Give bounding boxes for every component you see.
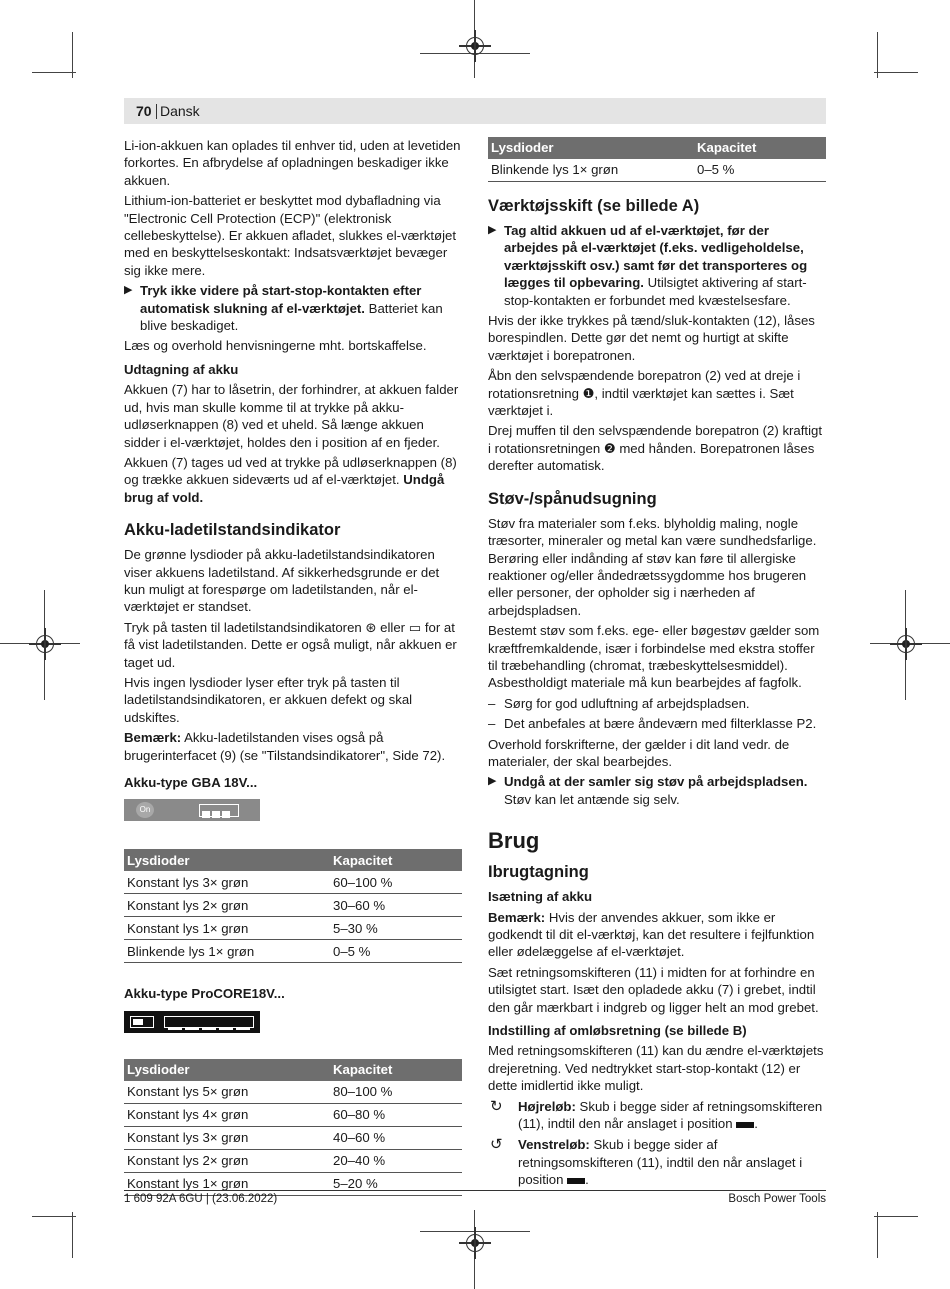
capacity-table-procore bbox=[124, 1059, 462, 1196]
gba-indicator-illustration bbox=[124, 799, 260, 821]
list-item-text: Det anbefales at bære åndeværn med filterklasse P2. bbox=[504, 716, 817, 732]
note-label: Bemærk: bbox=[124, 730, 182, 746]
warning-bullet bbox=[488, 222, 826, 309]
section-heading: Støv-/spånudsugning bbox=[488, 489, 657, 508]
table-row bbox=[124, 1149, 462, 1172]
crop-mark bbox=[874, 1216, 918, 1217]
section-heading: Ibrugtagning bbox=[488, 863, 589, 882]
table-row bbox=[124, 917, 462, 940]
table-cell: 60–80 % bbox=[330, 1103, 462, 1126]
crop-mark bbox=[877, 1212, 878, 1258]
chapter-heading: Brug bbox=[488, 828, 540, 854]
table-cell: 60–100 % bbox=[330, 871, 462, 894]
battery-button-icon bbox=[130, 1016, 154, 1028]
list-item: – Det anbefales at bære åndeværn med filterklasse P2. bbox=[488, 716, 817, 732]
page-number: 70 bbox=[136, 103, 152, 119]
table-row bbox=[488, 159, 826, 182]
document-code: 1 609 92A 6GU | (23.06.2022) bbox=[124, 1193, 278, 1205]
crop-mark bbox=[32, 72, 76, 73]
rotation-left-item: ↺ Venstreløb: Skub i begge sider af retningsomskifteren (11), indtil den når anslaget i position . bbox=[490, 1136, 803, 1188]
battery-level-icon bbox=[199, 804, 239, 817]
brand-name: Bosch Power Tools bbox=[728, 1193, 826, 1205]
table-cell: 40–60 % bbox=[330, 1126, 462, 1149]
paragraph: Læs og overhold henvisningerne mht. bortskaffelse. bbox=[124, 338, 427, 354]
crop-mark bbox=[72, 1212, 73, 1258]
table-header: Kapacitet bbox=[330, 849, 462, 871]
bullet-bold-text: Tryk ikke videre på start-stop-kontakten efter automatisk slukning af el-værktøjet. bbox=[140, 283, 422, 316]
warning-bullet bbox=[124, 282, 462, 334]
section-heading: Udtagning af akku bbox=[124, 361, 239, 377]
section-heading: Værktøjsskift (se billede A) bbox=[488, 197, 700, 215]
table-cell: Konstant lys 5× grøn bbox=[124, 1081, 330, 1104]
note-text: Akku-ladetilstanden vises også på brugerinterfacet (9) (se "Tilstandsindikatorer", Side 72). bbox=[124, 730, 446, 763]
paragraph: Overhold forskrifterne, der gælder i dit land vedr. de materialer, der skal bearbejdes. bbox=[488, 736, 790, 769]
table-row bbox=[124, 940, 462, 963]
warning-bullet bbox=[488, 773, 826, 808]
paragraph: Sæt retningsomskifteren (11) i midten for at forhindre en utilsigtet start. Isæt den opladede akku (7) i grebet, indtil den går mærkbart i indgreb og ligger helt an mod grebet. bbox=[488, 964, 819, 1015]
left-column bbox=[124, 137, 462, 1196]
battery-level-icon bbox=[164, 1016, 254, 1028]
table-cell: Konstant lys 3× grøn bbox=[124, 1126, 330, 1149]
header-divider bbox=[156, 104, 157, 119]
procore-indicator-illustration bbox=[124, 1011, 260, 1033]
table-row bbox=[124, 1103, 462, 1126]
table-cell: Konstant lys 4× grøn bbox=[124, 1103, 330, 1126]
table-row bbox=[124, 871, 462, 894]
note bbox=[124, 729, 462, 764]
page-footer bbox=[124, 1190, 826, 1205]
rotation-label: Højreløb: bbox=[518, 1098, 576, 1114]
triangle-bullet-icon: ▶ bbox=[124, 284, 133, 297]
table-row bbox=[124, 894, 462, 917]
bullet-text: Støv kan let antænde sig selv. bbox=[504, 791, 680, 807]
table-cell: Konstant lys 1× grøn bbox=[124, 1172, 330, 1195]
registration-mark-icon bbox=[466, 37, 484, 55]
table-cell: 0–5 % bbox=[694, 159, 826, 182]
table-header: Lysdioder bbox=[124, 849, 330, 871]
paragraph: Bestemt støv som f.eks. ege- eller bøgestøv gælder som kræftfremkaldende, især i forbindelse med ekstra stoffer til træbehandling (chromat, træbeskyttelsesmiddel). Asbestholdigt materiale må kun bearbejdes af fagfolk. bbox=[488, 623, 820, 691]
table-cell: Konstant lys 2× grøn bbox=[124, 894, 330, 917]
table-header: Kapacitet bbox=[694, 137, 826, 159]
table-header: Lysdioder bbox=[488, 137, 694, 159]
registration-mark-icon bbox=[466, 1234, 484, 1252]
capacity-table-continued bbox=[488, 137, 826, 182]
rotation-label: Venstreløb: bbox=[518, 1137, 590, 1153]
triangle-bullet-icon: ▶ bbox=[488, 775, 497, 788]
page-header bbox=[124, 98, 826, 124]
table-cell: Blinkende lys 1× grøn bbox=[488, 159, 694, 182]
clockwise-rotation-icon: ↻ bbox=[490, 1097, 503, 1115]
table-header: Lysdioder bbox=[124, 1059, 330, 1081]
table-cell: 5–20 % bbox=[330, 1172, 462, 1195]
subsection-heading: Indstilling af omløbsretning (se billede B) bbox=[488, 1023, 747, 1039]
paragraph: Akkuen (7) har to låsetrin, der forhindrer, at akkuen falder ud, hvis man skulle komme til at trykke på akku-udløserknappen (8) ved et uheld. Så længe akkuen sidder i el-værktøjet, holdes den i position af en fjeder. bbox=[124, 382, 459, 450]
crop-mark bbox=[874, 72, 918, 73]
right-column bbox=[488, 137, 826, 1193]
crop-mark bbox=[32, 1216, 76, 1217]
table-cell: Konstant lys 1× grøn bbox=[124, 917, 330, 940]
table-header: Kapacitet bbox=[330, 1059, 462, 1081]
paragraph bbox=[124, 454, 462, 506]
paragraph: Åbn den selvspændende borepatron (2) ved at dreje i rotationsretning ❶, indtil værktøjet kan sættes i. Sæt værktøjet i. bbox=[488, 368, 801, 419]
note bbox=[488, 909, 826, 961]
list-item-text: Sørg for god udluftning af arbejdspladsen. bbox=[504, 695, 750, 711]
list-item: – Sørg for god udluftning af arbejdspladsen. bbox=[488, 695, 750, 711]
bullet-text: Utilsigtet aktivering af start-stop-kontakten er forbundet med kvæstelsesfare. bbox=[504, 275, 807, 308]
paragraph-bold-text: Undgå brug af vold. bbox=[124, 472, 445, 505]
counterclockwise-rotation-icon: ↺ bbox=[490, 1136, 503, 1154]
paragraph: Li-ion-akkuen kan oplades til enhver tid, uden at levetiden forkortes. En afbrydelse af opladningen beskadiger ikke akkuen. bbox=[124, 138, 461, 188]
arrow-left-icon bbox=[736, 1122, 754, 1128]
subsection-heading: Isætning af akku bbox=[488, 889, 593, 905]
bullet-bold-text: Undgå at der samler sig støv på arbejdspladsen. bbox=[504, 774, 808, 790]
table-row bbox=[124, 1172, 462, 1195]
bullet-text: Batteriet kan blive beskadiget. bbox=[140, 300, 443, 334]
paragraph: Hvis ingen lysdioder lyser efter tryk på tasten til ladetilstandsindikatoren, er akkuen defekt og skal udskiftes. bbox=[124, 674, 413, 725]
battery-type-heading: Akku-type GBA 18V... bbox=[124, 775, 258, 790]
paragraph: Med retningsomskifteren (11) kan du ændre el-værktøjets drejeretning. Ved nedtrykket start-stop-kontakt (12) er dette imidlertid ikke muligt. bbox=[488, 1043, 824, 1094]
table-cell: Konstant lys 2× grøn bbox=[124, 1149, 330, 1172]
table-cell: Blinkende lys 1× grøn bbox=[124, 940, 330, 963]
page-language: Dansk bbox=[160, 103, 200, 119]
registration-mark-icon bbox=[897, 635, 915, 653]
registration-mark-icon bbox=[36, 635, 54, 653]
rotation-text: Skub i begge sider af retningsomskifteren (11), indtil den når anslaget i position bbox=[518, 1137, 803, 1188]
arrow-right-icon bbox=[567, 1178, 585, 1184]
paragraph: Drej muffen til den selvspændende borepatron (2) kraftigt i rotationsretningen ❷ med hånden. Borepatronen låses derefter automatisk. bbox=[488, 423, 823, 474]
paragraph: Støv fra materialer som f.eks. blyholdig maling, nogle træsorter, mineraler og metal kan være sundhedsfarlige. Berøring eller indånding af støv kan føre til allergiske reaktioner og/eller åndedrætssygdomme hos brugeren eller personer, der opholder sig i nærheden af arbejdspladsen. bbox=[488, 515, 817, 618]
table-cell: 80–100 % bbox=[330, 1081, 462, 1104]
paragraph: Lithium-ion-batteriet er beskyttet mod dybafladning via "Electronic Cell Protection (ECP)" (elektronisk cellebeskyttelse). Er akkuen afladet, slukkes el-værktøjet med en beskyttelseskontakt: Indsatsværktøjet bevæger sig ikke mere. bbox=[124, 193, 457, 278]
on-button-icon: On bbox=[136, 802, 154, 818]
table-cell: Konstant lys 3× grøn bbox=[124, 871, 330, 894]
table-cell: 5–30 % bbox=[330, 917, 462, 940]
table-cell: 0–5 % bbox=[330, 940, 462, 963]
paragraph-text: Akkuen (7) tages ud ved at trykke på udløserknappen (8) og trække akkuen sideværts ud af el-værktøjet. bbox=[124, 454, 457, 488]
table-cell: 30–60 % bbox=[330, 894, 462, 917]
battery-type-heading: Akku-type ProCORE18V... bbox=[124, 986, 285, 1002]
section-heading: Akku-ladetilstandsindikator bbox=[124, 521, 341, 540]
paragraph: Tryk på tasten til ladetilstandsindikatoren ⊛ eller ▭ for at få vist ladetilstanden. Dette er også muligt, når akkuen er taget ud. bbox=[124, 619, 457, 670]
table-cell: 20–40 % bbox=[330, 1149, 462, 1172]
table-row bbox=[124, 1081, 462, 1104]
bullet-bold-text: Tag altid akkuen ud af el-værktøjet, før der arbejdes på el-værktøjet (f.eks. vedligeholdelse, værktøjsskift osv.) samt før det transporteres og lægges til opbevaring. bbox=[504, 223, 808, 291]
rotation-right-item: ↻ Højreløb: Skub i begge sider af retningsomskifteren (11), indtil den når anslaget i position . bbox=[490, 1097, 823, 1132]
triangle-bullet-icon: ▶ bbox=[488, 224, 497, 236]
table-row bbox=[124, 1126, 462, 1149]
paragraph: Hvis der ikke trykkes på tænd/sluk-kontakten (12), låses borespindlen. Dette gør det nemt og hurtigt at skifte værktøjet i borepatronen. bbox=[488, 313, 815, 363]
capacity-table-gba bbox=[124, 849, 462, 963]
note-label: Bemærk: bbox=[488, 909, 546, 925]
rotation-text: Skub i begge sider af retningsomskifteren (11), indtil den når anslaget i position bbox=[518, 1098, 823, 1132]
paragraph: De grønne lysdioder på akku-ladetilstandsindikatoren viser akkuens ladetilstand. Af sikkerhedsgrunde er det kun muligt at forespørge om ladetilstanden, når el-værktøjet er standset. bbox=[124, 547, 440, 615]
note-text: Hvis der anvendes akkuer, som ikke er godkendt til dit el-værktøj, kan det resultere i fejlfunktion eller ødelæggelse af el-værktøjet. bbox=[488, 909, 815, 960]
